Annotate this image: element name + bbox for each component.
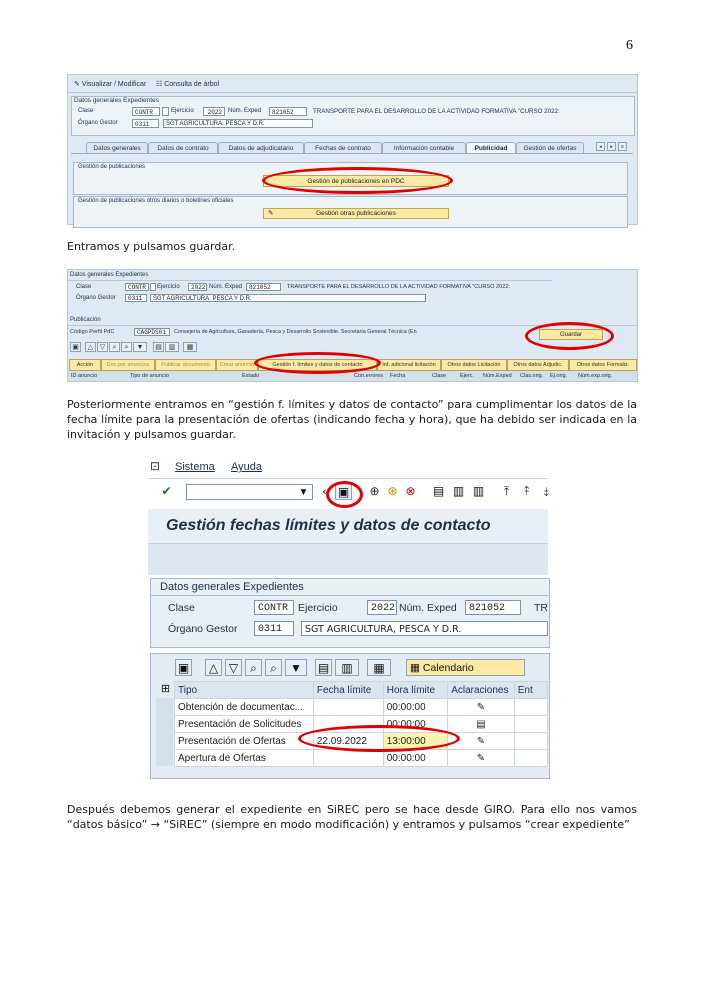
table-row bbox=[175, 750, 548, 767]
clase-label: Clase bbox=[76, 284, 92, 290]
calendar-icon: ▦ bbox=[410, 662, 420, 674]
select-all-icon[interactable]: ⊞ bbox=[160, 683, 171, 695]
group-title: Datos generales Expedientes bbox=[160, 581, 304, 593]
perfil-label: Código Perfil PdC bbox=[70, 329, 115, 335]
back-icon[interactable]: ⊕ bbox=[369, 484, 380, 498]
tree-icon: ☷ bbox=[156, 81, 163, 88]
clase-field[interactable]: CONTR bbox=[125, 283, 149, 291]
gestion-publicaciones-pdc-button[interactable]: Gestión de publicaciones en PDC bbox=[263, 175, 449, 187]
otros-datos-formaliz-button[interactable]: Otros datos Formaliz. bbox=[569, 359, 637, 371]
cell-hora[interactable]: 00:00:00 bbox=[383, 716, 447, 733]
highlight-oval-guardar bbox=[525, 322, 614, 350]
publicar-documento-button[interactable]: Publicar documento bbox=[155, 359, 216, 371]
print-icon[interactable]: ▤ bbox=[153, 342, 164, 352]
column-header: Fecha bbox=[390, 373, 406, 379]
page-number: 6 bbox=[626, 38, 633, 53]
gestion-limites-contacto-button[interactable]: Gestión f. límites y datos de contacto bbox=[258, 359, 377, 371]
group-title: Datos generales Expedientes bbox=[70, 272, 149, 278]
first-page-icon[interactable]: ⤒ bbox=[503, 484, 510, 498]
organo-label: Órgano Gestor bbox=[76, 295, 116, 301]
cell-tipo: Presentación de Solicitudes bbox=[175, 716, 314, 733]
find-next-icon[interactable]: ⌕ bbox=[121, 342, 132, 352]
export-icon[interactable]: ▥ bbox=[335, 659, 359, 676]
tab-gestion-ofertas[interactable]: Gestión de ofertas bbox=[516, 142, 584, 154]
tab-datos-generales[interactable]: Datos generales bbox=[86, 142, 148, 154]
column-header: Con.errores bbox=[354, 373, 384, 379]
accion-button[interactable]: Acción bbox=[69, 359, 101, 371]
tree-view-button[interactable]: ☷ Consulta de árbol bbox=[156, 81, 220, 88]
paragraph-2: Posteriormente entramos en “gestión f. límites y datos de contacto” para cumplimentar los datos de la fecha límite para la presentación de ofertas (indicando fecha y hora), que ha debido ser indicada en la invitación y pulsamos guardar. bbox=[67, 398, 637, 441]
num-exped-field[interactable]: 821052 bbox=[246, 283, 281, 291]
organo-description: SGT AGRICULTURA, PESCA Y D.R. bbox=[150, 294, 426, 302]
expediente-description: TRANSPORTE PARA EL DESARROLLO DE LA ACTIVIDAD FORMATIVA "CURSO 2022: bbox=[287, 284, 510, 290]
cell-ent bbox=[514, 699, 547, 716]
gestion-otras-publicaciones-button[interactable]: ✎ Gestión otras publicaciones bbox=[263, 208, 449, 219]
clase-label: Clase bbox=[168, 602, 195, 614]
document-icon[interactable]: ▤ bbox=[448, 716, 515, 733]
doc-por-anuncios-button[interactable]: Doc.por anuncios bbox=[101, 359, 155, 371]
cell-hora[interactable]: 13:00:00 bbox=[383, 733, 447, 750]
details-icon[interactable]: ▣ bbox=[70, 342, 81, 352]
column-header: Ej.orig. bbox=[550, 373, 568, 379]
sort-descending-icon[interactable]: ▽ bbox=[97, 342, 108, 352]
group-title: Datos generales Expedientes bbox=[74, 97, 159, 104]
find-icon[interactable]: ⌕ bbox=[245, 659, 262, 676]
filter-icon[interactable]: ▼ bbox=[133, 342, 147, 352]
highlight-oval-pdc bbox=[262, 167, 453, 194]
scroll-tabs-right-icon[interactable]: ▸ bbox=[607, 142, 616, 151]
layout-icon[interactable]: ▦ bbox=[183, 342, 197, 352]
column-header-tipo[interactable]: Tipo bbox=[175, 682, 314, 699]
expediente-description: TR bbox=[534, 602, 548, 614]
ejercicio-label: Ejercicio bbox=[157, 284, 180, 290]
column-header: Tipo de anuncio bbox=[130, 373, 169, 379]
dropdown-arrow-icon[interactable]: ▼ bbox=[298, 487, 309, 498]
column-header-hora[interactable]: Hora límite bbox=[383, 682, 447, 699]
clase-field[interactable]: CONTR bbox=[132, 107, 160, 116]
sort-ascending-icon[interactable]: △ bbox=[205, 659, 222, 676]
filter-icon[interactable]: ▼ bbox=[285, 659, 307, 676]
cell-tipo: Presentación de Ofertas bbox=[175, 733, 314, 750]
tab-informacion-contable[interactable]: Información contable bbox=[382, 142, 466, 154]
column-header: Núm.exp.orig. bbox=[578, 373, 613, 379]
print-icon[interactable]: ▤ bbox=[432, 484, 445, 498]
tab-datos-contrato[interactable]: Datos de contrato bbox=[148, 142, 218, 154]
column-header: Estado bbox=[242, 373, 260, 379]
table-row bbox=[175, 699, 548, 716]
otros-datos-adjudic-button[interactable]: Otros datos Adjudic. bbox=[507, 359, 569, 371]
num-exped-label: Núm. Exped bbox=[209, 284, 243, 290]
cell-fecha[interactable] bbox=[313, 750, 383, 767]
column-header: Ejerc. bbox=[460, 373, 475, 379]
edit-toggle-button[interactable]: ✎ Visualizar / Modificar bbox=[74, 81, 147, 88]
perfil-description: Consejería de Agricultura, Ganadería, Pesca y Desarrollo Sostenible. Secretaría General Técnica (En bbox=[174, 329, 417, 335]
previous-page-icon[interactable]: ⤉ bbox=[523, 484, 530, 498]
num-exped-label: Núm. Exped bbox=[228, 108, 262, 114]
expediente-description: TRANSPORTE PARA EL DESARROLLO DE LA ACTIVIDAD FORMATIVA "CURSO 2022: bbox=[313, 108, 560, 115]
column-header: Clase bbox=[432, 373, 447, 379]
cell-ent bbox=[514, 733, 547, 750]
scroll-tabs-left-icon[interactable]: ◂ bbox=[596, 142, 605, 151]
menu-ayuda[interactable]: Ayuda bbox=[231, 461, 262, 473]
publicaciones-group-title: Gestión de publicaciones bbox=[78, 164, 146, 170]
cell-fecha[interactable]: 22.09.2022 bbox=[313, 733, 383, 750]
cancel-icon[interactable]: ⊗ bbox=[405, 484, 416, 498]
column-header-ent[interactable]: Ent bbox=[514, 682, 547, 699]
pencil-icon: ✎ bbox=[74, 81, 80, 88]
layout-icon[interactable]: ▦ bbox=[367, 659, 391, 676]
cell-tipo: Obtención de documentac... bbox=[175, 699, 314, 716]
tab-list-icon[interactable]: ≡ bbox=[618, 142, 627, 151]
organo-field[interactable]: 0311 bbox=[132, 119, 159, 128]
edit-note-icon[interactable]: ✎ bbox=[448, 750, 515, 767]
clase-label: Clase bbox=[78, 108, 94, 114]
tab-publicidad[interactable]: Publicidad bbox=[466, 142, 516, 154]
details-icon[interactable]: ▣ bbox=[175, 659, 192, 676]
menu-icon[interactable]: ⊡ bbox=[150, 459, 161, 473]
cell-ent bbox=[514, 716, 547, 733]
column-header: Clas.orig. bbox=[520, 373, 544, 379]
highlight-oval-gestion-limites bbox=[254, 352, 381, 374]
crear-anuncio-button[interactable]: Crear anuncio bbox=[216, 359, 258, 371]
guardar-button[interactable]: Guardar bbox=[539, 329, 603, 340]
table-header-row bbox=[175, 682, 548, 699]
organo-label: Órgano Gestor bbox=[168, 623, 238, 635]
organo-description: SGT AGRICULTURA, PESCA Y D.R. bbox=[163, 119, 313, 128]
calendario-button[interactable]: ▦ Calendario bbox=[406, 659, 525, 676]
save-icon[interactable]: ▣ bbox=[335, 483, 352, 500]
row-selector-column[interactable] bbox=[156, 698, 173, 766]
num-exped-field[interactable]: 821052 bbox=[269, 107, 307, 116]
ejercicio-label: Ejercicio bbox=[171, 108, 194, 114]
edit-note-icon[interactable]: ✎ bbox=[448, 733, 515, 750]
cell-hora[interactable]: 00:00:00 bbox=[383, 750, 447, 767]
organo-field[interactable]: 0311 bbox=[125, 294, 147, 302]
pencil-icon: ✎ bbox=[268, 210, 274, 217]
paragraph-1: Entramos y pulsamos guardar. bbox=[67, 240, 236, 253]
next-page-icon[interactable]: ⤈ bbox=[543, 484, 550, 498]
ejercicio-field[interactable]: 2022 bbox=[188, 283, 207, 291]
tab-fechas-contrato[interactable]: Fechas de contrato bbox=[304, 142, 382, 154]
ejercicio-label: Ejercicio bbox=[298, 602, 338, 614]
find-next-icon[interactable]: ⌕ bbox=[265, 659, 282, 676]
num-exped-label: Núm. Exped bbox=[399, 602, 457, 614]
column-header: ID anuncio bbox=[71, 373, 98, 379]
exit-icon[interactable]: ⊛ bbox=[387, 484, 398, 498]
otros-datos-licitacion-button[interactable]: Otros datos Licitación bbox=[441, 359, 507, 371]
matchcode-button[interactable] bbox=[150, 283, 156, 291]
highlight-oval-presentacion-ofertas bbox=[298, 725, 460, 752]
organo-field[interactable]: 0311 bbox=[254, 621, 294, 636]
otros-boletines-group-title: Gestión de publicaciones otros diarios o boletines oficiales bbox=[78, 198, 234, 204]
cell-fecha[interactable] bbox=[313, 699, 383, 716]
left-arrow-icon[interactable]: ‹ bbox=[322, 486, 327, 498]
organo-label: Órgano Gestor bbox=[78, 120, 118, 126]
publicacion-group-title: Publicación bbox=[70, 317, 101, 323]
cell-tipo: Apertura de Ofertas bbox=[175, 750, 314, 767]
highlight-oval-save bbox=[326, 481, 363, 508]
command-field[interactable] bbox=[186, 484, 313, 500]
screenshot-publicidad bbox=[67, 74, 638, 225]
perfil-field[interactable]: CAGPDS01 bbox=[134, 328, 170, 336]
column-header-fecha[interactable]: Fecha límite bbox=[313, 682, 383, 699]
num-exped-field[interactable]: 821052 bbox=[465, 600, 521, 615]
sort-descending-icon[interactable]: ▽ bbox=[225, 659, 242, 676]
find-icon[interactable]: ⌕ bbox=[109, 342, 120, 352]
menu-sistema[interactable]: Sistema bbox=[175, 461, 215, 473]
enter-check-icon[interactable]: ✔ bbox=[161, 484, 172, 498]
find-next-icon[interactable]: ▥ bbox=[472, 484, 485, 498]
paragraph-3: Después debemos generar el expediente en SiREC pero se hace desde GIRO. Para ello nos vamos “datos básico” → “SiREC” (siempre en modo modificación) y entramos y pulsamos “crear expediente” bbox=[67, 803, 637, 831]
find-icon[interactable]: ▥ bbox=[452, 484, 465, 498]
print-icon[interactable]: ▤ bbox=[315, 659, 332, 676]
clase-field[interactable]: CONTR bbox=[254, 600, 294, 615]
edit-note-icon[interactable]: ✎ bbox=[448, 699, 515, 716]
column-header: Núm.Exped bbox=[483, 373, 512, 379]
cell-hora[interactable]: 00:00:00 bbox=[383, 699, 447, 716]
page-title: Gestión fechas límites y datos de contacto bbox=[166, 517, 491, 534]
ejercicio-field[interactable]: 2022 bbox=[367, 600, 397, 615]
ejercicio-field[interactable]: 2022 bbox=[203, 107, 225, 116]
export-icon[interactable]: ▥ bbox=[165, 342, 179, 352]
column-header-aclaraciones[interactable]: Aclaraciones bbox=[448, 682, 515, 699]
organo-description: SGT AGRICULTURA, PESCA Y D.R. bbox=[301, 621, 548, 636]
inf-adicional-licitacion-button[interactable]: Inf. adicional licitación bbox=[377, 359, 441, 371]
tab-datos-adjudicatario[interactable]: Datos de adjudicatario bbox=[218, 142, 304, 154]
fechas-table bbox=[174, 681, 548, 767]
sort-ascending-icon[interactable]: △ bbox=[85, 342, 96, 352]
matchcode-button[interactable] bbox=[162, 107, 169, 116]
cell-ent bbox=[514, 750, 547, 767]
